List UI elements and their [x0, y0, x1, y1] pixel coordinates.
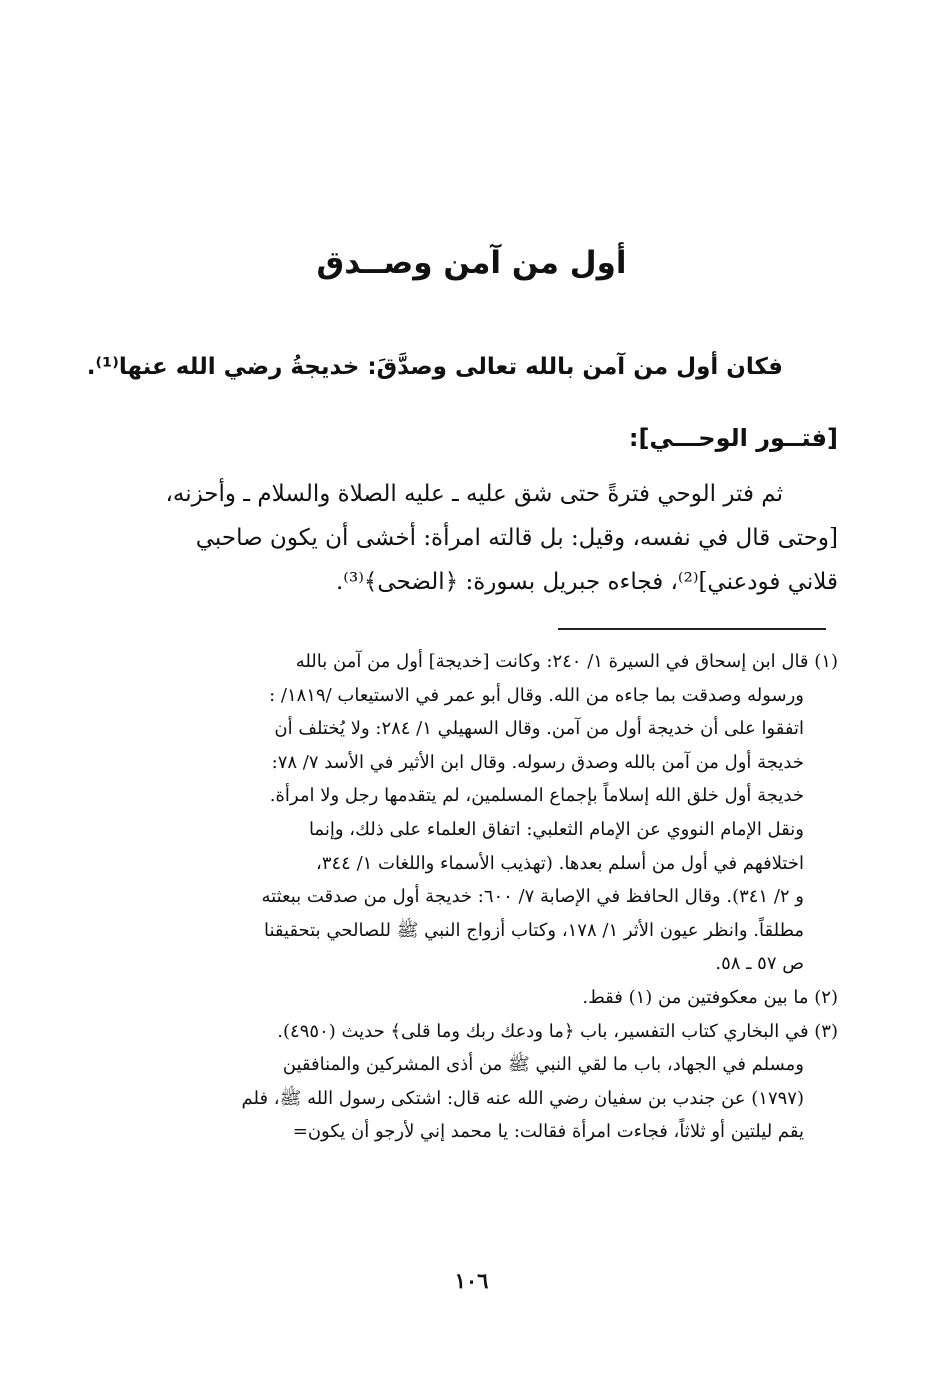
- page-number: ١٠٦: [454, 1268, 489, 1293]
- footnote-line: مطلقاً. وانظر عيون الأثر ١/ ١٧٨، وكتاب أزواج النبي ﷺ للصالحي بتحقيقنا: [264, 919, 804, 941]
- footnote-line: خديجة أول من آمن بالله وصدق رسوله. وقال ابن الأثير في الأسد ٧/ ٧٨:: [271, 751, 804, 773]
- footnote-3: [103, 1015, 838, 1149]
- footnote-2: [103, 981, 838, 1015]
- footnote-line: (١٧٩٧) عن جندب بن سفيان رضي الله عنه قال: اشتكى رسول الله ﷺ، فلم: [241, 1087, 804, 1109]
- footnote-divider: [558, 628, 826, 630]
- section-heading: [فتــور الوحـــي]:: [628, 424, 838, 452]
- footnote-line: ومسلم في الجهاد، باب ما لقي النبي ﷺ من أذى المشركين والمنافقين: [282, 1054, 804, 1076]
- footnote-line: ورسوله وصدقت بما جاءه من الله. وقال أبو عمر في الاستيعاب /١٨١٩/ :: [269, 684, 804, 706]
- footnotes: [103, 645, 838, 1149]
- footnote-line: (٢) ما بين معكوفتين من (١) فقط.: [582, 986, 838, 1008]
- footnote-1: [103, 645, 838, 981]
- body-paragraph: [103, 472, 838, 604]
- footnote-line: ص ٥٧ ـ ٥٨.: [715, 953, 804, 975]
- page-title: أول من آمن وصــدق: [316, 245, 627, 281]
- footnote-line: (١) قال ابن إسحاق في السيرة ١/ ٢٤٠: وكانت [خديجة] أول من آمن بالله: [295, 651, 838, 672]
- footnote-line: اختلافهم في أول من أسلم بعدها. (تهذيب الأسماء واللغات ١/ ٣٤٤،: [316, 852, 804, 874]
- footnote-line: (٣) في البخاري كتاب التفسير، باب ﴿ما ودعك ربك وما قلى﴾ حديث (٤٩٥٠).: [277, 1020, 838, 1042]
- body-line: [وحتى قال في نفسه، وقيل: بل قالته امرأة: أخشى أن يكون صاحبي: [195, 525, 838, 551]
- lead-sentence: فكان أول من آمن بالله تعالى وصدَّقَ: خديجةُ رضي الله عنها⁽¹⁾.: [86, 354, 783, 380]
- body-line: قلاني فودعني]⁽²⁾، فجاءه جبريل بسورة: ﴿الضحى﴾⁽³⁾.: [336, 569, 838, 595]
- footnote-line: خديجة أول خلق الله إسلاماً بإجماع المسلمين، لم يتقدمها رجل ولا امرأة.: [269, 785, 804, 807]
- footnote-line: ونقل الإمام النووي عن الإمام الثعلبي: اتفاق العلماء على ذلك، وإنما: [308, 818, 804, 840]
- body-line: ثم فتر الوحي فترةً حتى شق عليه ـ عليه الصلاة والسلام ـ وأحزنه،: [165, 481, 783, 507]
- footnote-line: يقم ليلتين أو ثلاثاً، فجاءت امرأة فقالت: يا محمد إني لأرجو أن يكون=: [292, 1121, 804, 1143]
- footnote-line: اتفقوا على أن خديجة أول من آمن. وقال السهيلي ١/ ٢٨٤: ولا يُختلف أن: [274, 718, 804, 740]
- footnote-line: و ٢/ ٣٤١). وقال الحافظ في الإصابة ٧/ ٦٠٠: خديجة أول من صدقت ببعثته: [261, 886, 804, 908]
